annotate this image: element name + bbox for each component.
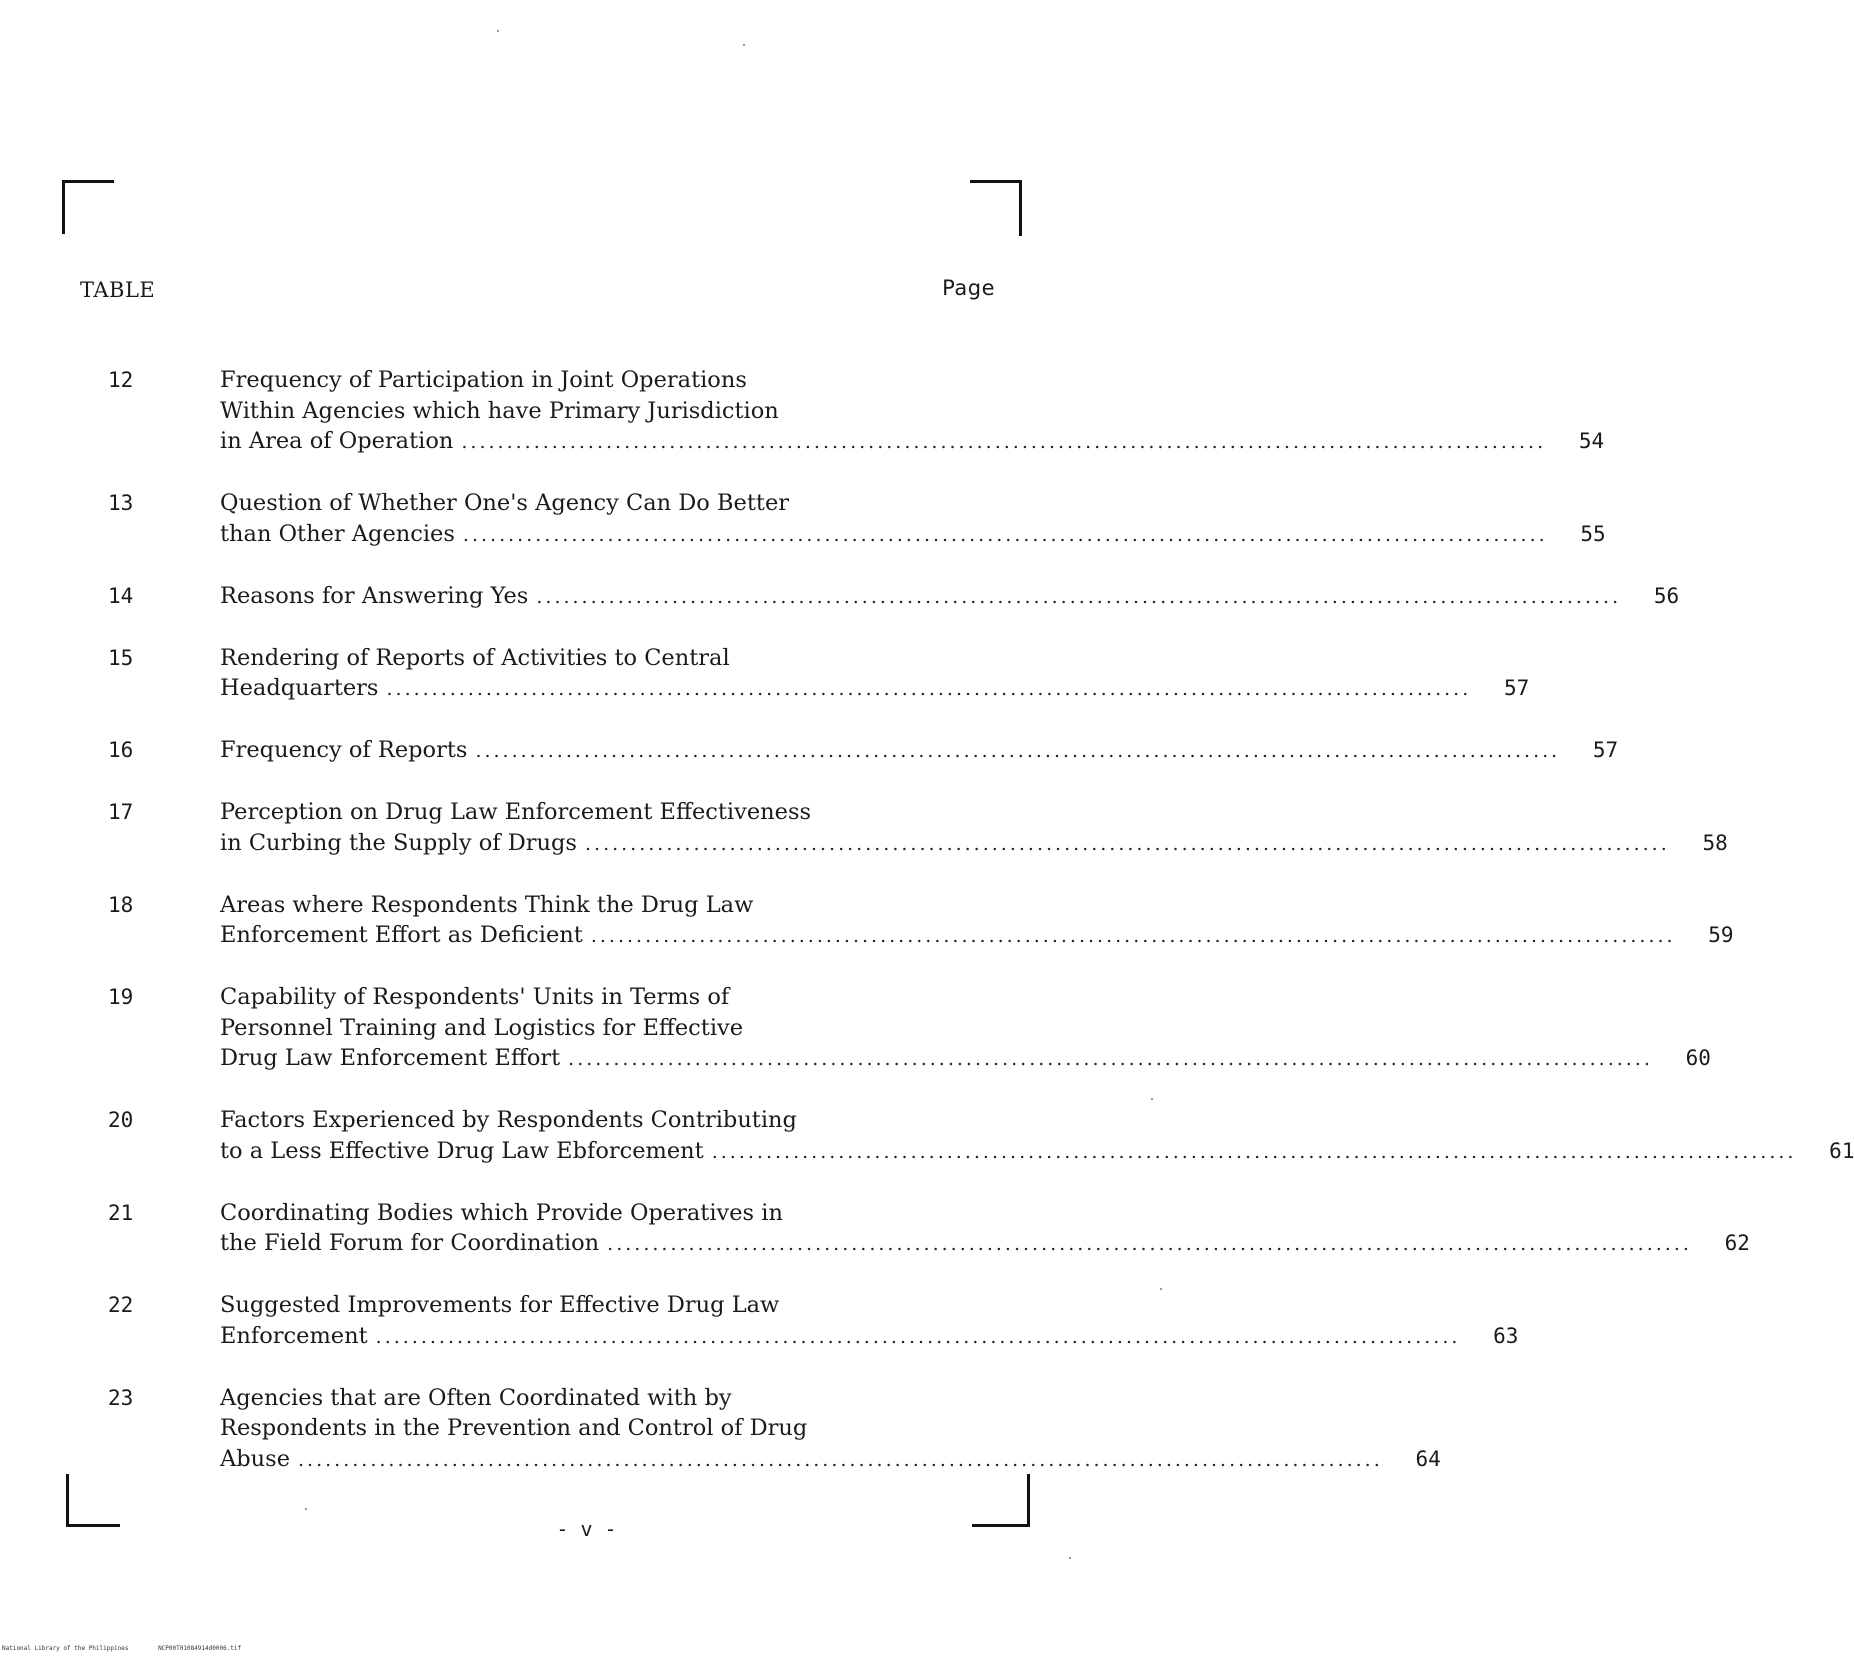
table-title (220, 890, 1734, 952)
table-title (220, 797, 1728, 859)
table-title-line: Capability of Respondents' Units in Terms of (220, 984, 730, 1010)
dot-leader: ........................................................................................................................ (590, 925, 1676, 947)
table-title-line: the Field Forum for Coordination (220, 1230, 600, 1256)
dot-leader: ........................................................................................................................ (536, 585, 1622, 608)
dot-leader: ........................................................................................................................ (607, 1233, 1692, 1255)
table-number: 12 (108, 368, 134, 392)
table-title (220, 1105, 1854, 1167)
dot-leader: ........................................................................................................................ (711, 1140, 1797, 1163)
scan-speck (305, 1508, 307, 1510)
crop-mark-top-right (1019, 180, 1022, 236)
scan-speck (1069, 1557, 1071, 1559)
table-title-line: Drug Law Enforcement Effort (220, 1045, 561, 1071)
page-number-ref: 55 (1580, 521, 1606, 546)
crop-mark-top-left (62, 180, 114, 183)
table-column-label: TABLE (80, 278, 156, 302)
table-title (220, 1198, 1750, 1260)
table-number: 14 (108, 583, 134, 608)
toc-entry (108, 488, 1606, 550)
scan-imprint (2, 1645, 267, 1652)
table-title-last-line (220, 426, 1605, 458)
table-number: 17 (108, 800, 134, 824)
table-number: 16 (108, 738, 134, 762)
table-title-line: Question of Whether One's Agency Can Do Better (220, 490, 790, 516)
table-title (220, 488, 1606, 550)
page-number-ref: 56 (1653, 583, 1680, 608)
table-title-line: Agencies that are Often Coordinated with by (220, 1384, 732, 1411)
table-title-last-line (220, 1321, 1519, 1353)
toc-entry (108, 735, 1619, 767)
table-title-line: Within Agencies which have Primary Jurisdiction (220, 397, 779, 424)
table-number: 22 (108, 1293, 134, 1317)
table-title (220, 1383, 1441, 1476)
imprint-code: NCP00T01084914d0006.tif (158, 1645, 242, 1652)
dot-leader: ........................................................................................................................ (386, 678, 1472, 700)
table-title-line: Enforcement (220, 1322, 368, 1349)
table-title (220, 581, 1680, 613)
dot-leader: ........................................................................................................................ (475, 740, 1561, 762)
table-number: 15 (108, 645, 134, 670)
toc-entry (108, 1198, 1750, 1260)
crop-mark-top-left (62, 180, 65, 234)
scan-speck (1160, 1288, 1162, 1290)
table-title-line: Coordinating Bodies which Provide Operatives in (220, 1199, 783, 1226)
toc-entry (108, 365, 1605, 458)
table-title-line: Suggested Improvements for Effective Drug Law (220, 1292, 780, 1318)
table-title (220, 735, 1619, 767)
table-title-last-line (220, 828, 1728, 860)
dot-leader: ........................................................................................................................ (462, 523, 1548, 546)
dot-leader: ........................................................................................................................ (568, 1048, 1653, 1070)
table-title-last-line (220, 1228, 1750, 1260)
table-title-last-line (220, 519, 1606, 551)
toc-entry (108, 982, 1711, 1075)
table-title-line: Frequency of Participation in Joint Operations (220, 367, 747, 393)
table-title-line: to a Less Effective Drug Law Ebforcement (220, 1137, 704, 1164)
table-title-line: Headquarters (220, 675, 379, 701)
dot-leader: ........................................................................................................................ (298, 1448, 1383, 1471)
table-title-line: than Other Agencies (220, 520, 455, 547)
toc-entry (108, 1105, 1854, 1167)
dot-leader: ........................................................................................................................ (461, 431, 1547, 453)
dot-leader: ........................................................................................................................ (584, 832, 1670, 855)
table-title (220, 982, 1711, 1075)
table-title-line: in Area of Operation (220, 428, 454, 454)
table-title-line: Reasons for Answering Yes (220, 582, 529, 609)
table-number: 20 (108, 1108, 134, 1132)
table-title-line: in Curbing the Supply of Drugs (220, 829, 577, 856)
table-title-last-line (220, 581, 1680, 613)
table-title-line: Respondents in the Prevention and Control of Drug (220, 1415, 808, 1441)
table-number: 23 (108, 1385, 134, 1410)
page-number-ref: 54 (1578, 429, 1605, 453)
toc-entry (108, 1383, 1441, 1476)
table-number: 18 (108, 892, 134, 917)
page-number-ref: 57 (1592, 738, 1619, 762)
table-title (220, 365, 1605, 458)
table-title-line: Factors Experienced by Respondents Contributing (220, 1107, 797, 1133)
table-title-last-line (220, 735, 1619, 767)
table-number: 19 (108, 985, 134, 1009)
dot-leader: ........................................................................................................................ (375, 1325, 1461, 1348)
page-number: - v - (556, 1517, 617, 1541)
table-title-last-line (220, 1136, 1854, 1168)
page-number-ref: 59 (1708, 923, 1734, 947)
toc-entry (108, 643, 1530, 705)
toc-entry (108, 1290, 1519, 1352)
table-number: 13 (108, 491, 134, 515)
page-number-ref: 63 (1493, 1323, 1519, 1348)
imprint-library: National Library of the Philippines (2, 1645, 129, 1652)
scan-speck (743, 44, 745, 46)
page-column-label: Page (942, 276, 995, 300)
table-title-last-line (220, 920, 1734, 952)
table-number: 21 (108, 1200, 134, 1225)
table-title-line: Perception on Drug Law Enforcement Effectiveness (220, 799, 812, 825)
page-number-ref: 58 (1702, 830, 1728, 855)
table-title-last-line (220, 1444, 1441, 1476)
toc-entry (108, 797, 1728, 859)
crop-mark-top-right (970, 180, 1022, 183)
table-title-last-line (220, 673, 1530, 705)
scan-speck (497, 30, 499, 32)
table-title-line: Frequency of Reports (220, 737, 468, 763)
page-number-ref: 64 (1415, 1446, 1441, 1471)
toc-entry (108, 890, 1734, 952)
toc-entry (108, 581, 1680, 613)
table-of-contents-list (108, 365, 1854, 1506)
table-title-line: Areas where Respondents Think the Drug Law (220, 891, 754, 918)
page-number-ref: 62 (1724, 1231, 1750, 1255)
page-number-ref: 61 (1829, 1138, 1854, 1163)
table-title-last-line (220, 1043, 1711, 1075)
table-title-line: Personnel Training and Logistics for Effective (220, 1014, 744, 1041)
table-title-line: Rendering of Reports of Activities to Central (220, 644, 730, 671)
page-number-ref: 60 (1685, 1046, 1711, 1070)
scan-speck (1151, 1098, 1153, 1100)
table-title (220, 643, 1530, 705)
table-title-line: Enforcement Effort as Deficient (220, 922, 583, 948)
page-number-ref: 57 (1503, 676, 1530, 700)
table-title (220, 1290, 1519, 1352)
table-title-line: Abuse (220, 1445, 291, 1472)
